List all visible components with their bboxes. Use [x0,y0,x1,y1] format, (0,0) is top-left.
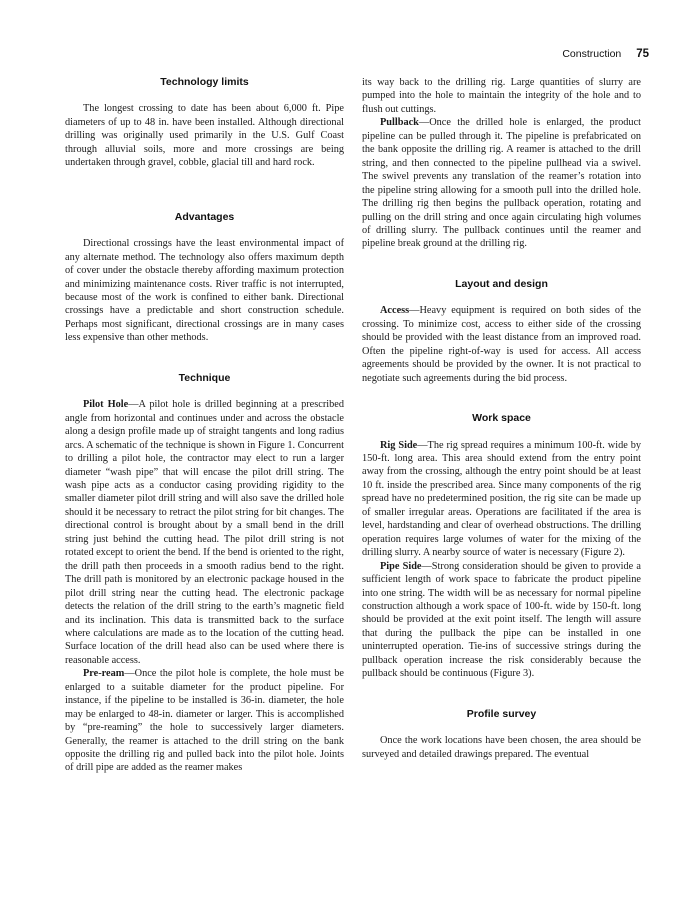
paragraph-rig-side [362,439,641,560]
run-in-head-pullback: Pullback [380,117,419,129]
heading-technique: Technique [178,371,231,384]
pipe-side-text: —Strong consideration should be given to provide a sufficient length of work space to fabricate the product pipeline into one string. The width will be as necessary for normal pipeline construction although a work space of 100-ft. wide by 150-ft. long should be provided at the exit point itself. The length will assure that during the pullback the pipe can be installed in one uninterrupted operation. Tie-ins of successive strings during the pullback operation increase the risk considerably because the pullback should be continuous (Figure 3). [362,560,641,680]
page-number: 75 [636,48,649,60]
paragraph-profile-survey: Once the work locations have been chosen, the area should be surveyed and detailed drawings prepared. The eventual [362,735,641,760]
run-in-head-pilot-hole: Pilot Hole [83,399,129,411]
heading-layout-and-design: Layout and design [455,277,548,290]
heading-technology-limits: Technology limits [160,76,249,88]
paragraph-access [362,304,641,385]
run-in-head-pipe-side: Pipe Side [380,560,422,572]
pullback-text: —Once the drilled hole is enlarged, the product pipeline can be pulled through it. The pipeline is prefabricated on the bank opposite the drilling rig. A reamer is attached to the drill string, and then connected to the pipeline pullhead via a swivel. The swivel prevents any translation of the reamer’s rotation into the pipeline string allowing for a smooth pull into the drilled hole. The drilling rig then begins the pullback operation, rotating and pulling on the drill string and once again circulating high volumes of drilling slurry. The pullback continues until the reamer and pipeline break ground at the drilling rig. [362,117,641,250]
paragraph-technology-limits: The longest crossing to date has been about 6,000 ft. Pipe diameters of up to 48 in. have been installed. Although directional drilling was originally used primarily in the U.S. Gulf Coast through alluvial soils, more and more crossings are being undertaken through gravel, cobble, glacial till and hard rock. [65,103,344,169]
paragraph-advantages: Directional crossings have the least environmental impact of any alternate method. The technology also offers maximum depth of cover under the obstacle thereby affording maximum protection and minimizing maintenance costs. River traffic is not interrupted, because most of the work is confined to either bank. Directional crossings have a predictable and short construction schedule. Perhaps most significant, directional crossings are in many cases less expensive than other methods. [65,238,344,344]
paragraph-pre-ream [65,667,344,775]
paragraph-pipe-side [362,560,641,681]
rig-side-text: —The rig spread requires a minimum 100-ft. wide by 150-ft. long area. This area should extend from the entry point away from the crossing, although the entry point should be at least 10 ft. inside the prescribed area. Since many components of the rig spread have no predetermined position, the rig site can be made up of smaller irregular areas. Operations are facilitated if the area is level, hardstanding and clear of overhead obstructions. The drilling operation requires large volumes of water for the mixing of the drilling slurry. A nearby source of water is necessary (Figure 2). [362,439,641,559]
run-in-head-access: Access [380,305,410,317]
paragraph-continued: its way back to the drilling rig. Large quantities of slurry are pumped into the hole to maintain the integrity of the hole and to flush out cuttings. [362,77,641,115]
left-column [65,76,344,775]
pre-ream-text: —Once the pilot hole is complete, the hole must be enlarged to a suitable diameter for the product pipeline. For instance, if the pipeline to be installed is 36-in. diameter, the hole may be enlarged to 48-in. diameter or larger. This is accomplished by “pre-reaming” the hole to successively larger diameters. Generally, the reamer is attached to the drill string on the bank opposite the drilling rig and pulled back into the pilot hole. Joints of drill pipe are added as the reamer makes [65,668,344,774]
paragraph-pullback [362,116,641,251]
access-text: —Heavy equipment is required on both sides of the crossing. To minimize cost, access to either side of the crossing should be provided with the least distance from an improved road. Often the pipeline right-of-way is used for access. All access agreements should be provided by the owner. It is not practical to negotiate such agreements during the bid process. [362,305,641,384]
heading-work-space: Work space [472,412,531,425]
pilot-hole-text: —A pilot hole is drilled beginning at a prescribed angle from horizontal and continues under and across the obstacle along a design profile made up of straight tangents and long radius arcs. A schematic of the technique is shown in Figure 1. Concurrent to drilling a pilot hole, the contractor may elect to run a larger diameter “wash pipe” that will encase the pilot drill string. The wash pipe acts as a conductor casing providing rigidity to the smaller diameter pilot drill string and will also save the drilled hole should it be necessary to retract the pilot string for bit changes. The directional control is brought about by a small bend in the drill string just behind the cutting head. The pilot drill string is not rotated except to orient the bend. If the bend is oriented to the right, the drill path then proceeds in a smooth radius bend to the right. The drill path is monitored by an electronic package housed in the pilot drill string near the cutting head. The electronic package detects the relation of the drill string to the earth’s magnetic field and its inclination. This data is transmitted back to the surface where calculations are made as to the location of the cutting head. Surface location of the drill head also can be used where there is reasonable access. [65,399,344,666]
right-column [362,76,641,761]
heading-advantages: Advantages [174,210,235,223]
run-in-head-rig-side: Rig Side [380,439,418,451]
page-header [562,48,649,60]
running-section-title: Construction [562,48,622,60]
heading-profile-survey: Profile survey [466,707,537,720]
run-in-head-pre-ream: Pre-ream [83,668,125,680]
paragraph-pilot-hole [65,398,344,667]
